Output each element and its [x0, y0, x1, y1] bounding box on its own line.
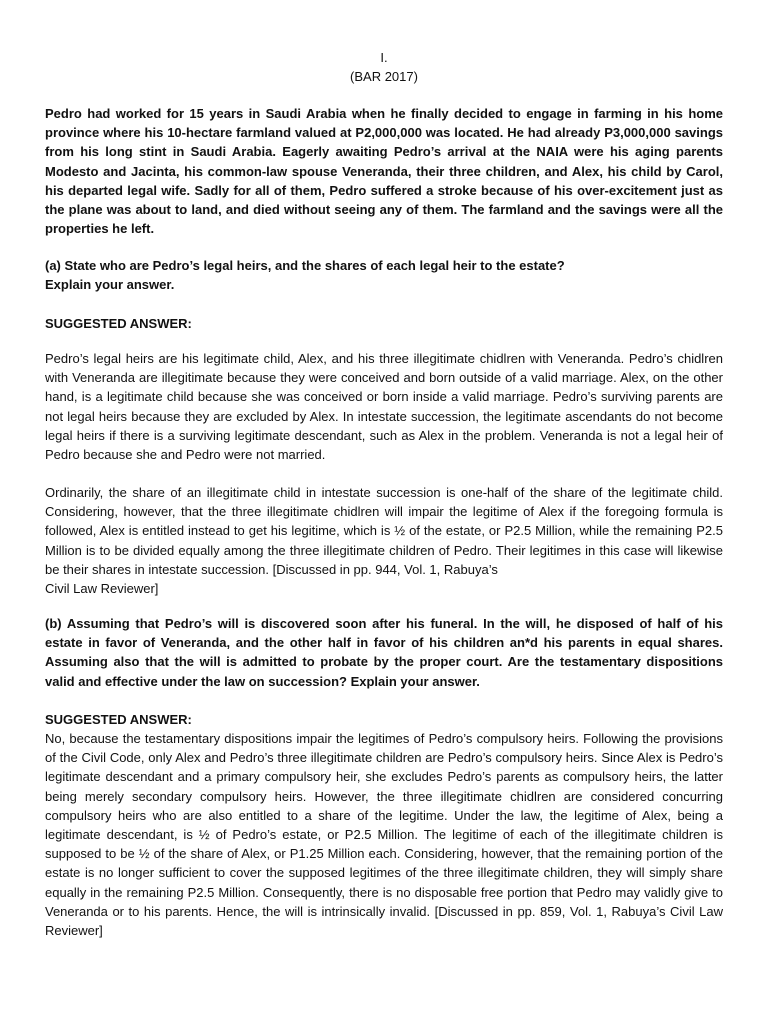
answer-a-paragraph-2	[45, 483, 723, 598]
answer-a-paragraph-1: Pedro’s legal heirs are his legitimate child, Alex, and his three illegitimate chidlren with Veneranda. Pedro’s chidlren with Veneranda are illegitimate because they were conceived and born outside of a valid marriage. Alex, on the other hand, is a legitimate child because she was conceived or born inside a valid marriage. Pedro’s surviving parents are not legal heirs because they are excluded by Alex. In intestate succession, the legitimate ascendants do not become legal heirs if there is a surviving legitimate descendant, such as Alex in the problem. Veneranda is not a legal heir of Pedro because she and Pedro were not married.	[45, 351, 723, 463]
question-a	[45, 256, 723, 294]
answer-b-paragraph: No, because the testamentary dispositions impair the legitimes of Pedro’s compulsory heirs. Following the provisions of the Civil Code, only Alex and Pedro’s three illegitimate children are Pedro’s compulsory heirs. Since Alex is Pedro’s legitimate descendant and a primary compulsory heir, she excludes Pedro’s parents as compulsory heirs, the latter being merely secondary compulsory heirs. However, the three illegitimate chidlren are considered concurring compulsory heirs who are also entitled to a share of the legitime. Under the law, the legitime of Alex, being a legitimate descendant, is ½ of Pedro’s estate, or P2.5 Million. The legitime of each of the illegitimate children is supposed to be ½ of the share of Alex, or P1.25 Million each. Considering, however, that the remaining portion of the estate is no longer sufficient to cover the supposed legitimes of the three illegitimate children, they will simply share equally in the remaining P2.5 Million. Consequently, there is no disposable free portion that Pedro may validly give to Veneranda or to his parents. Hence, the will is intrinsically invalid. [Discussed in pp. 859, Vol. 1, Rabuya’s Civil Law Reviewer]	[45, 731, 723, 939]
answer-a-paragraph-2-body: Ordinarily, the share of an illegitimate child in intestate succession is one-half of the share of the legitimate child. Considering, however, that the three illegitimate chidlren will impair the legitime of Alex if the foregoing formula is followed, Alex is entitled instead to get his legitime, which is ½ of the estate, or P2.5 Million, while the remaining P2.5 Million is to be divided equally among the three illegitimate children of Pedro. Their legitimes in this case will likewise be their shares in intestate succession. [Discussed in pp. 944, Vol. 1, Rabuya’s	[45, 485, 723, 577]
suggested-answer-label: SUGGESTED ANSWER:	[45, 316, 192, 331]
source-label: (BAR 2017)	[350, 69, 418, 84]
item-number: I.	[380, 50, 388, 65]
facts-paragraph: Pedro had worked for 15 years in Saudi Arabia when he finally decided to engage in farming in his home province where his 10-hectare farmland valued at P2,000,000 was located. He had already P3,000,000 savings from his long stint in Saudi Arabia. Eagerly awaiting Pedro’s arrival at the NAIA were his aging parents Modesto and Jacinta, his common-law spouse Veneranda, their three children, and Alex, his child by Carol, his departed legal wife. Sadly for all of them, Pedro suffered a stroke because of his over-excitement just as the plane was about to land, and died without seeing any of them. The farmland and the savings were all the properties he left.	[45, 106, 723, 237]
question-a-line: (a) State who are Pedro’s legal heirs, and the shares of each legal heir to the estate?	[45, 258, 565, 273]
question-b: (b) Assuming that Pedro’s will is discovered soon after his funeral. In the will, he disposed of half of his estate in favor of Veneranda, and the other half in favor of his children an*d his parents in equal shares. Assuming also that the will is admitted to probate by the proper court. Are the testamentary dispositions valid and effective under the law on succession? Explain your answer.	[45, 616, 723, 689]
answer-a-citation-end: Civil Law Reviewer]	[45, 581, 159, 597]
question-a-instruction: Explain your answer.	[45, 277, 175, 293]
suggested-answer-label: SUGGESTED ANSWER:	[45, 712, 192, 727]
